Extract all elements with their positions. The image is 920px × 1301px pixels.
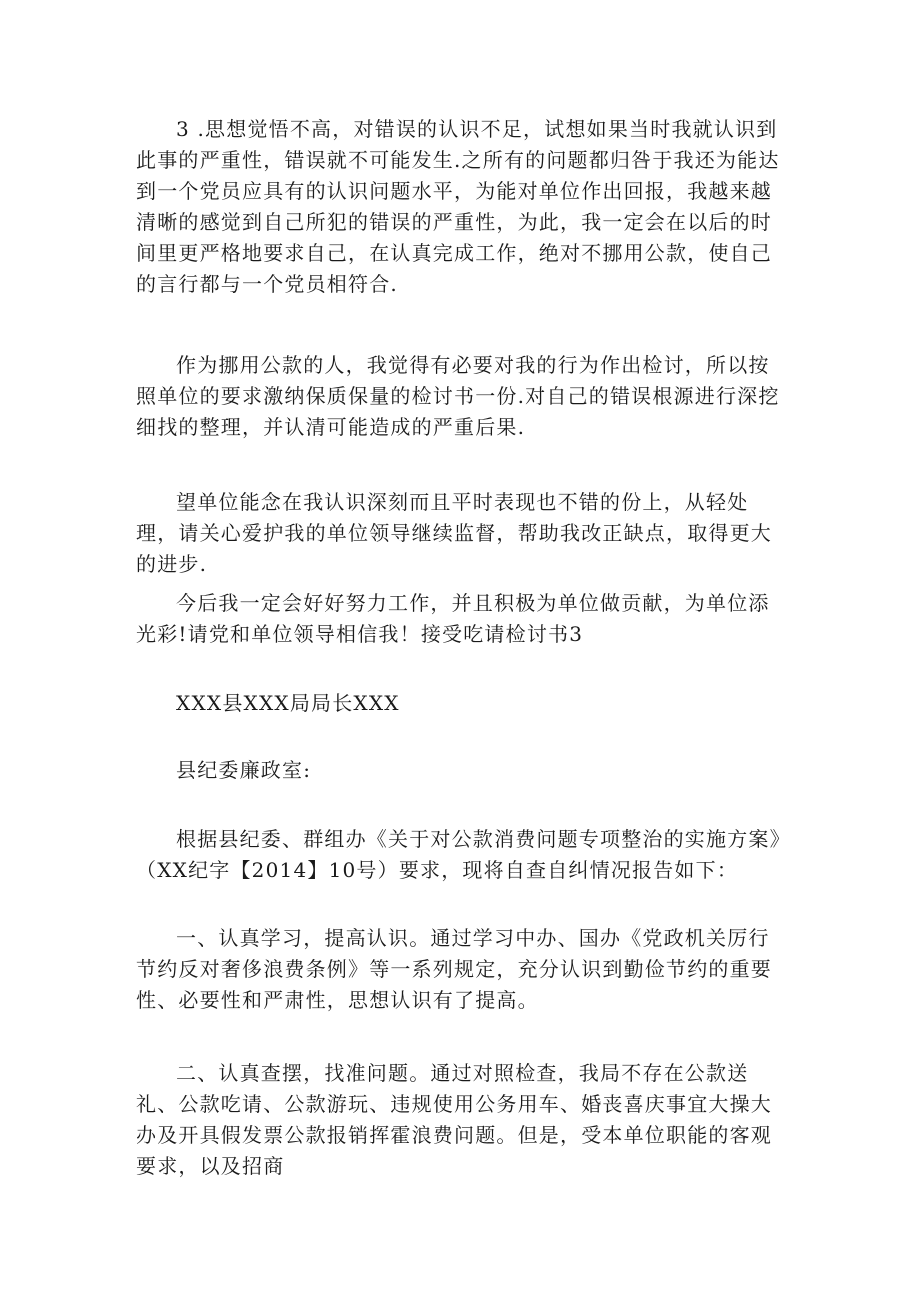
paragraph-1 bbox=[136, 114, 786, 300]
paragraph-5 bbox=[136, 824, 786, 886]
signature-line bbox=[136, 688, 786, 719]
paragraph-1-text: 3 .思想觉悟不高，对错误的认识不足，试想如果当时我就认识到此事的严重性，错误就不可能发生.之所有的问题都归咎于我还为能达到一个党员应具有的认识问题水平，为能对单位作出回报，我越来越清晰的感觉到自己所犯的错误的严重性，为此，我一定会在以后的时间里更严格地要求自己，在认真完成工作，绝对不挪用公款，使自己的言行都与一个党员相符合. bbox=[136, 117, 780, 296]
paragraph-6 bbox=[136, 923, 786, 1016]
paragraph-2 bbox=[136, 350, 786, 443]
paragraph-3-text: 望单位能念在我认识深刻而且平时表现也不错的份上，从轻处理，请关心爱护我的单位领导继续监督，帮助我改正缺点，取得更大的进步. bbox=[136, 490, 772, 576]
paragraph-7-text: 二、认真查摆，找准问题。通过对照检查，我局不存在公款送礼、公款吃请、公款游玩、违规使用公务用车、婚丧喜庆事宜大操大办及开具假发票公款报销挥霍浪费问题。但是，受本单位职能的客观要求，以及招商 bbox=[136, 1061, 772, 1178]
paragraph-5-text: 根据县纪委、群组办《关于对公款消费问题专项整治的实施方案》（XX纪字【2014】10号）要求，现将自查自纠情况报告如下： bbox=[136, 827, 781, 882]
paragraph-2-text: 作为挪用公款的人，我觉得有必要对我的行为作出检讨，所以按照单位的要求激纳保质保量的检讨书一份.对自己的错误根源进行深挖细找的整理，并认清可能造成的严重后果. bbox=[136, 353, 780, 439]
paragraph-3 bbox=[136, 487, 786, 580]
addressee-line bbox=[136, 755, 786, 786]
addressee-text: 县纪委廉政室: bbox=[176, 758, 312, 782]
paragraph-7 bbox=[136, 1058, 786, 1182]
signature-text: XXX县XXX局局长XXX bbox=[176, 691, 400, 715]
paragraph-4-text: 今后我一定会好好努力工作，并且积极为单位做贡献，为单位添光彩!请党和单位领导相信我！接受吃请检讨书3 bbox=[136, 591, 770, 646]
paragraph-6-text: 一、认真学习，提高认识。通过学习中办、国办《党政机关厉行节约反对奢侈浪费条例》等一系列规定，充分认识到勤俭节约的重要性、必要性和严肃性，思想认识有了提高。 bbox=[136, 926, 772, 1012]
paragraph-4 bbox=[136, 588, 786, 650]
